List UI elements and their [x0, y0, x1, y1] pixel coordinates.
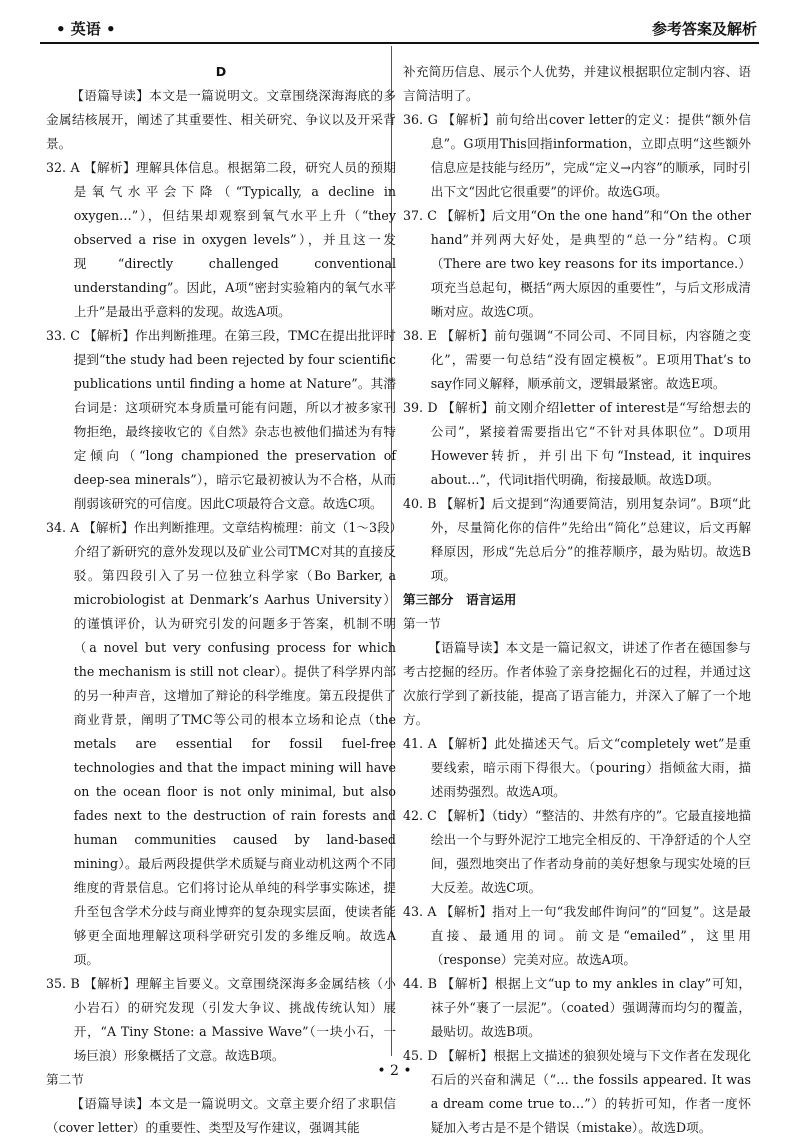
answer-explanation: 34. A 【解析】作出判断推理。文章结构梳理：前文（1～3段）介绍了新研究的意外发现以及矿业公司TMC对其的直接反驳。第四段引入了另一位独立科学家（Bo Barker, a microbiologist at Denmark’s Aarhus University）的谨慎评价，认为研究引发的问题多于答案，机制不明（a novel but very confusing process for which the mechanism is still not clear）。提供了科学界内部的另一种声音，这增加了辩论的科学维度。第五段提供了商业背景，阐明了TMC等公司的根本立场和论点（the metals are essential for fossil fuel-free technologies and that the impact mining will have on the ocean floor is not only minimal, but also fades next to the destruction of rain forests and human communities caused by land-based mining）。最后两段提供学术质疑与商业动机这两个不同维度的背景信息。它们将讨论从单纯的科学事实陈述，提升至包含学术分歧与商业博弈的复杂现实层面，使读者能够更全面地理解这项科学研究引发的多维反响。故选A项。	[46, 520, 396, 967]
text-paragraph: 第一节	[403, 616, 441, 631]
reading-guide-paragraph: 【语篇导读】本文是一篇说明文。文章围绕深海海底的多金属结核展开，阐述了其重要性、相关研究、争议以及开采背景。	[46, 88, 396, 151]
answer-explanation: 44. B 【解析】根据上文“up to my ankles in clay”可知，袜子外“裹了一层泥”。（coated）强调薄而均匀的覆盖，最贴切。故选B项。	[403, 976, 751, 1039]
right-column	[403, 60, 751, 1140]
answer-explanation: 45. D 【解析】根据上文描述的狼狈处境与下文作者在发现化石后的兴奋和满足（“… the fossils appeared. It was a dream come true to…”）的转折可知，作者一度怀疑加入考古是不是个错误（mistake）。故选D项。	[403, 1048, 751, 1135]
answer-explanation: 33. C 【解析】作出判断推理。在第三段，TMC在提出批评时提到“the study had been rejected by four scientific publications until finding a home at Nature”。其潜台词是：这项研究本身质量可能有问题，所以才被多家刊物拒绝，最终接收它的《自然》杂志也被他们描述为有特定倾向（“long championed the preservation of deep-sea minerals”），暗示它最初被认为不合格，从而削弱该研究的可信度。因此C项最符合文意。故选C项。	[46, 328, 396, 511]
answer-explanation: 32. A 【解析】理解具体信息。根据第二段，研究人员的预期是氧气水平会下降（“Typically, a decline in oxygen…”），但结果却观察到氧气水平上升（“they observed a rise in oxygen levels”），并且这一发现“directly challenged conventional understanding”。因此，A项“密封实验箱内的氧气水平上升”是最出乎意料的发现。故选A项。	[46, 160, 396, 319]
answer-explanation: 39. D 【解析】前文刚介绍letter of interest是“写给想去的公司”，紧接着需要指出它“不针对具体职位”。D项用However转折，并引出下句“Instead, it inquires about…”，代词it指代明确，衔接最顺。故选D项。	[403, 400, 751, 487]
reading-guide-paragraph: 【语篇导读】本文是一篇记叙文，讲述了作者在德国参与考古挖掘的经历。作者体验了亲身挖掘化石的过程，并通过这次旅行学到了新技能，提高了语言能力，并深入了解了一个地方。	[403, 640, 751, 727]
answer-explanation: 43. A 【解析】指对上一句“我发邮件询问”的“回复”。这是最直接、最通用的词。前文是“emailed”，这里用（response）完美对应。故选A项。	[403, 904, 751, 967]
header-rule	[40, 42, 759, 44]
part-heading: 第三部分 语言运用	[403, 592, 517, 607]
subject-label: • 英语 •	[56, 20, 116, 38]
answer-explanation: 36. G 【解析】前句给出cover letter的定义：提供“额外信息”。G项用This回指information，立即点明“这些额外信息应是技能与经历”，完成“定义→内容”的顺承，同时引出下文“因此它很重要”的评价。故选G项。	[403, 112, 751, 199]
header-title: 参考答案及解析	[651, 20, 757, 38]
answer-explanation: 38. E 【解析】前句强调“不同公司、不同目标，内容随之变化”，需要一句总结“没有固定模板”。E项用That’s to say作同义解释，顺承前文，逻辑最紧密。故选E项。	[403, 328, 751, 391]
section-title: D	[215, 64, 227, 79]
answer-explanation: 40. B 【解析】后文提到“沟通要简洁，别用复杂词”。B项“此外，尽量简化你的信件”先给出“简化”总建议，后文再解释原因，形成“先总后分”的推荐顺序，最为贴切。故选B项。	[403, 496, 751, 583]
page-number: • 2 •	[377, 1063, 412, 1079]
answer-explanation: 35. B 【解析】理解主旨要义。文章围绕深海多金属结核（小小岩石）的研究发现（引发大争议、挑战传统认知）展开，“A Tiny Stone: a Massive Wave”（一块小石，一场巨浪）形象概括了文意。故选B项。	[46, 976, 396, 1063]
left-column	[46, 60, 396, 1140]
text-paragraph: 补充简历信息、展示个人优势，并建议根据职位定制内容、语言简洁明了。	[403, 64, 751, 103]
text-paragraph: 第二节	[46, 1072, 84, 1087]
reading-guide-paragraph: 【语篇导读】本文是一篇说明文。文章主要介绍了求职信（cover letter）的重要性、类型及写作建议，强调其能	[46, 1096, 396, 1135]
answer-explanation: 37. C 【解析】后文用“On the one hand”和“On the other hand”并列两大好处，是典型的“总一分”结构。C项（There are two key reasons for its importance.）项充当总起句，概括“两大原因的重要性”，与后文形成清晰对应。故选C项。	[403, 208, 751, 319]
answer-explanation: 41. A 【解析】此处描述天气。后文“completely wet”是重要线索，暗示雨下得很大。（pouring）指倾盆大雨，描述雨势强烈。故选A项。	[403, 736, 751, 799]
answer-explanation: 42. C 【解析】（tidy）“整洁的、井然有序的”。它最直接地描绘出一个与野外泥泞工地完全相反的、干净舒适的个人空间，强烈地突出了作者动身前的美好想象与现实处境的巨大反差。故选C项。	[403, 808, 751, 895]
